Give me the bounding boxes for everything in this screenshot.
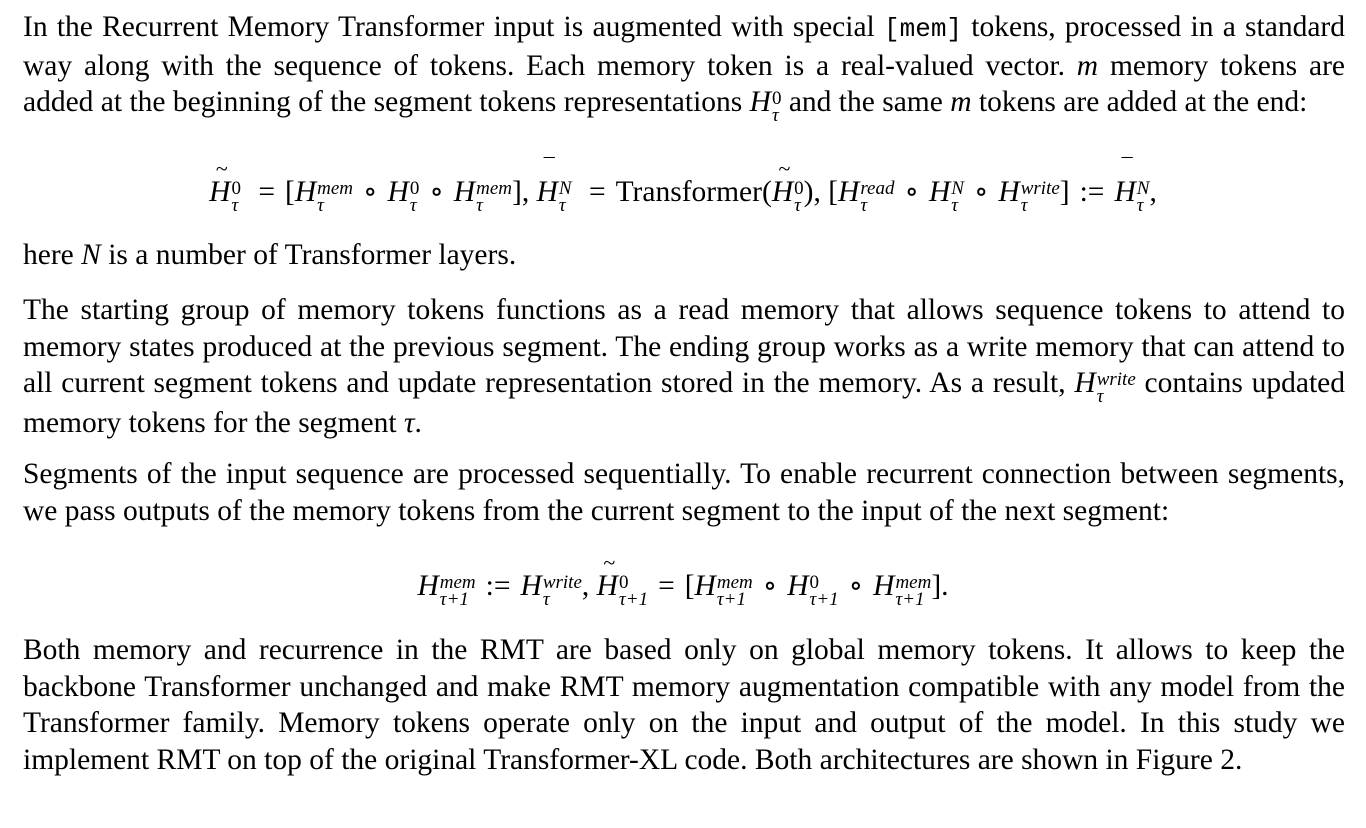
text-span: and the same (781, 86, 951, 119)
math-H: H (749, 86, 771, 119)
math-scripts: 0 τ (771, 88, 782, 127)
math-m: m (950, 86, 972, 119)
paragraph-rmt-intro (23, 9, 1345, 127)
equation-recurrent-connection: H mem τ+1 := H write τ , ~ H 0 τ+1 = [H mem τ+1 ∘ H 0 τ+1 ∘ H mem τ+1 ]. (417, 550, 949, 610)
text-span: In the Recurrent Memory Transformer input is augmented with special (23, 11, 885, 43)
text-layers-note: here N is a number of Transformer layers. (23, 239, 517, 271)
mem-token-code: [mem] (884, 14, 963, 44)
math-H-tilde: ~ H (209, 156, 231, 208)
text-span: tokens are added at the end: (978, 86, 1308, 119)
paragraph-read-write-memory: The starting group of memory tokens functions as a read memory that allows sequence tokens to attend to memory states produced at the previous segment. The ending group works as a write memory that can attend to all current segment tokens and update representation stored in the memory. As a result, H write τ contains updated memory tokens for the segment τ. (23, 294, 1345, 440)
paragraph-rmt-global-memory: Both memory and recurrence in the RMT are based only on global memory tokens. It allows to keep the backbone Transformer unchanged and make RMT memory augmentation compatible with any model from the Transformer family. Memory tokens operate only on the input and output of the model. In this study we implement RMT on top of the original Transformer-XL code. Both architectures are shown in Figure 2. (23, 634, 1345, 777)
text-span: memory tokens are added at the beginning of the segment tokens representations (23, 49, 1345, 119)
math-H-bar: ¯ H (536, 154, 558, 208)
text-span: tokens, processed in a standard way along with the sequence of tokens. Each memory token is a real-valued vector. (23, 11, 1345, 82)
equation-memory-augmentation: ~ H 0 τ = [H mem τ ∘ H 0 τ ∘ H mem τ ], ¯ H N τ = Transformer( ~ H 0 τ ), [H read τ ∘ H N τ ∘ H write τ ] := ¯ H N τ , (209, 154, 1157, 216)
paragraph-segments-recurrence: Segments of the input sequence are processed sequentially. To enable recurrent connection between segments, we pass outputs of the memory tokens from the current segment to the input of the next segment: (23, 458, 1345, 527)
math-m: m (1076, 49, 1099, 82)
